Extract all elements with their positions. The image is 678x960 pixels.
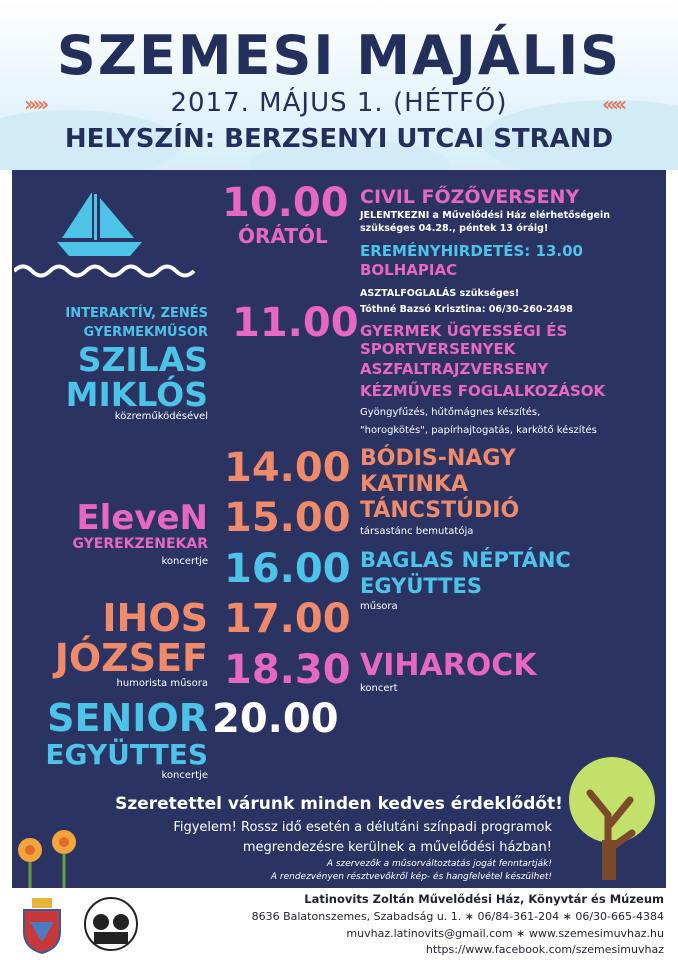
gyongy-line2: "horogkötés", papírhajtogatás, karkötő készítés (360, 425, 597, 436)
right-chevrons-icon: ‹‹‹‹‹ (602, 92, 624, 116)
baglas-line1: BAGLAS NÉPTÁNC (360, 548, 571, 572)
kezmuves-title: KÉZMŰVES FOGLALKOZÁSOK (360, 382, 606, 400)
time-16-00: 16.00 (224, 546, 351, 592)
viharock-sub: koncert (360, 683, 398, 694)
footer-email[interactable]: muvhaz.latinovits@gmail.com (346, 927, 513, 940)
szilas-name2: MIKLÓS (65, 375, 208, 414)
senior-name2: EGYÜTTES (45, 738, 208, 771)
gyerek-line1: INTERAKTÍV, ZENÉS (65, 306, 208, 321)
eleven-sub2: koncertje (161, 556, 208, 567)
gyongy-line1: Gyöngyfűzés, hűtőmágnes készítés, (360, 407, 541, 418)
senior-name1: SENIOR (47, 696, 208, 740)
header (0, 0, 678, 170)
faces-logo-icon (84, 896, 138, 952)
program-panel (12, 170, 666, 888)
viharock-title: VIHAROCK (360, 648, 537, 683)
eredmeny-label: EREMÉNYHIRDETÉS: 13.00 (360, 242, 583, 260)
separator-icon: ∗ (562, 910, 572, 923)
civil-title: CIVIL FŐZŐVERSENY (360, 186, 580, 208)
footer-address-line (252, 910, 664, 923)
footer-address: 8636 Balatonszemes, Szabadság u. 1. (251, 910, 462, 923)
event-venue: HELYSZÍN: BERZSENYI UTCAI STRAND (64, 124, 614, 154)
time-15-00: 15.00 (224, 495, 351, 541)
event-date: 2017. MÁJUS 1. (HÉTFŐ) (170, 88, 508, 118)
eleven-name: EleveN (76, 498, 208, 538)
tothne-line: Tóthné Bazsó Krisztina: 06/30-260-2498 (360, 304, 573, 315)
small-line2: A rendezvényen résztvevőkről kép- és hangfelvétel készülhet! (270, 872, 552, 882)
left-chevrons-icon: ››››› (24, 92, 46, 116)
notice-line1: Figyelem! Rossz idő esetén a délutáni színpadi programok (173, 820, 552, 835)
ihos-name2: JÓZSEF (54, 636, 208, 680)
jelentkezni-line1: JELENTKEZNI a Művelődési Ház elérhetőségein (360, 210, 611, 221)
footer-phone1[interactable]: 06/84-361-204 (477, 910, 560, 923)
welcome-text: Szeretettel várunk minden kedves érdeklődőt! (115, 794, 563, 814)
notice-line2: megrendezésre kerülnek a művelődési házban! (242, 840, 552, 855)
event-title: SZEMESI MAJÁLIS (56, 24, 622, 87)
bodis-line2: KATINKA (360, 472, 469, 497)
footer-contact-line (346, 927, 664, 940)
footer (0, 888, 678, 960)
coat-of-arms-icon (18, 896, 66, 954)
oratol-label: ÓRÁTÓL (238, 224, 328, 248)
baglas-sub: műsora (360, 601, 398, 612)
szilas-sub: közreműködésével (114, 411, 208, 422)
wave-icon (14, 262, 204, 280)
time-14-00: 14.00 (224, 445, 351, 491)
time-10-00: 10.00 (222, 180, 349, 226)
gyermek-title2: SPORTVERSENYEK (360, 340, 516, 358)
baglas-line2: EGYÜTTES (360, 574, 482, 598)
footer-facebook[interactable]: https://www.facebook.com/szemesimuvhaz (425, 943, 664, 956)
footer-org: Latinovits Zoltán Művelődési Ház, Könyvtár és Múzeum (304, 892, 664, 906)
tree-icon (562, 755, 662, 880)
szilas-name1: SZILAS (77, 340, 208, 379)
bodis-sub: társastánc bemutatója (360, 526, 474, 537)
separator-icon: ∗ (516, 927, 526, 940)
time-18-30: 18.30 (224, 647, 351, 693)
bodis-line1: BÓDIS-NAGY (360, 446, 516, 471)
time-11-00: 11.00 (232, 300, 359, 346)
jelentkezni-line2: szükséges 04.28., péntek 13 óráig! (360, 223, 549, 234)
bolhapiac-title: BOLHAPIAC (360, 261, 458, 279)
bodis-line3: TÁNCSTÚDIÓ (360, 498, 520, 523)
senior-sub: koncertje (161, 770, 208, 781)
gyerek-line2: GYERMEKMŰSOR (83, 325, 208, 340)
ihos-name1: IHOS (102, 596, 208, 640)
footer-web[interactable]: www.szemesimuvhaz.hu (528, 927, 664, 940)
separator-icon: ∗ (464, 910, 474, 923)
ihos-sub: humorista műsora (116, 678, 208, 689)
time-20-00: 20.00 (212, 696, 339, 742)
small-line1: A szervezők a műsorváltoztatás jogát fenntartják! (326, 859, 552, 869)
aszfalt-title: ASZFALTRAJZVERSENY (360, 360, 549, 378)
footer-phone2[interactable]: 06/30-665-4384 (575, 910, 664, 923)
gyermek-title1: GYERMEK ÜGYESSÉGI ÉS (360, 322, 568, 340)
asztal-line: ASZTALFOGLALÁS szükséges! (360, 288, 520, 299)
eleven-sub1: GYEREKZENEKAR (72, 536, 208, 552)
time-17-00: 17.00 (224, 596, 351, 642)
